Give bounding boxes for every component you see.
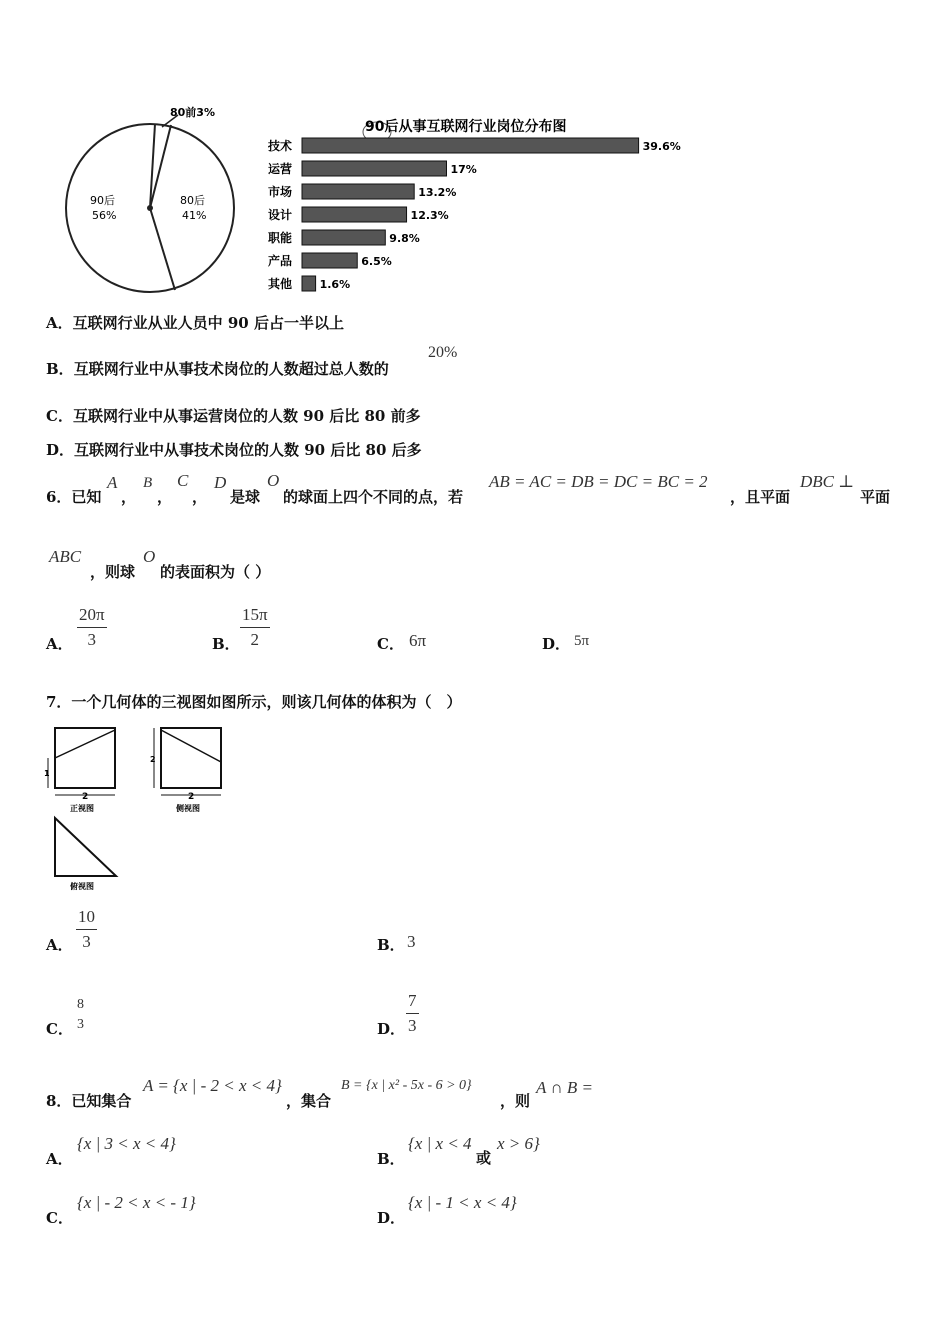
bar-value-label: 17% xyxy=(450,163,477,176)
q5-option-b-text: 互联网行业中从事技术岗位的人数超过总人数的 xyxy=(73,360,389,378)
bar-chart xyxy=(267,118,681,291)
q8-option-c-letter: C． xyxy=(46,1209,73,1227)
q6-option-b-numerator: 15π xyxy=(240,605,270,628)
q7-option-a-letter: A． xyxy=(46,936,73,954)
bar-category-label: 市场 xyxy=(268,185,293,199)
q8-option-b-value-2: x > 6} xyxy=(497,1134,540,1153)
q8-option-d-letter: D． xyxy=(377,1209,406,1227)
q8-option-a-letter: A． xyxy=(46,1150,73,1168)
q8-set-b: B = {x | x² - 5x - 6 > 0} xyxy=(341,1078,472,1093)
pie-center xyxy=(147,205,153,211)
q5-option-d xyxy=(46,439,422,460)
q7-option-b-letter: B． xyxy=(377,936,405,954)
q5-option-d-text: 互联网行业中从事技术岗位的人数 90 后比 80 后多 xyxy=(74,441,422,459)
pie-label-80pre: 80前3% xyxy=(170,106,215,119)
q8-option-b-letter: B． xyxy=(377,1150,405,1168)
bar-category-label: 职能 xyxy=(268,231,293,245)
bar xyxy=(302,138,639,153)
q8-option-b-value-1: {x | x < 4 xyxy=(408,1134,472,1153)
q6-point-c: C xyxy=(177,471,189,490)
q8-option-b-or: 或 xyxy=(476,1149,492,1167)
figure-q5 xyxy=(40,95,720,300)
q6-point-d: D xyxy=(214,473,227,492)
q7-option-c-denominator: 3 xyxy=(77,1017,84,1032)
pie-label-80: 80后 xyxy=(180,194,205,207)
q5-option-d-letter: D． xyxy=(46,441,75,459)
bar-category-label: 其他 xyxy=(268,277,293,291)
q6-text-3: ，且平面 xyxy=(730,488,791,506)
q6-option-c-value: 6π xyxy=(409,631,427,650)
q6-option-a-denominator: 3 xyxy=(87,630,97,649)
q8-text-3: ，则 xyxy=(500,1092,531,1110)
q5-option-c-text: 互联网行业中从事运营岗位的人数 90 后比 80 前多 xyxy=(72,407,421,425)
q5-option-b-letter: B． xyxy=(46,360,74,378)
chart-title: 90后从事互联网行业岗位分布图 xyxy=(365,119,567,135)
q7-stem: 7．一个几何体的三视图如图所示，则该几何体的体积为（ ） xyxy=(46,693,462,711)
pie-label-90: 90后 xyxy=(90,194,115,207)
side-view-dim-height: 2 xyxy=(150,755,156,764)
q6-option-d-letter: D． xyxy=(542,635,571,653)
bar-category-label: 技术 xyxy=(268,139,293,153)
q6-text-6: 的表面积为（ ） xyxy=(160,563,271,581)
bar-value-label: 39.6% xyxy=(642,140,681,153)
q5-option-a xyxy=(46,312,344,333)
q6-plane-1: DBC ⊥ xyxy=(800,472,855,491)
q6-option-b-letter: B． xyxy=(212,635,240,653)
q5-option-c-letter: C． xyxy=(46,407,73,425)
q7-option-b-value: 3 xyxy=(407,932,416,951)
q5-option-b-math: 20% xyxy=(428,344,458,361)
q6-option-a-letter: A． xyxy=(46,635,73,653)
q6-text-4: 平面 xyxy=(860,488,891,506)
q8-option-c-value: {x | - 2 < x < - 1} xyxy=(77,1193,196,1212)
q7-option-a-fraction xyxy=(76,907,97,952)
q6-option-b-fraction xyxy=(240,605,270,650)
q7-option-d-fraction xyxy=(406,991,419,1036)
q6-option-c-letter: C． xyxy=(377,635,404,653)
pie-pct-80: 41% xyxy=(182,209,207,222)
q7-option-c-fraction xyxy=(75,997,86,1033)
q6-point-o-2: O xyxy=(143,547,156,566)
bar-value-label: 12.3% xyxy=(410,209,449,222)
q7-option-a-denominator: 3 xyxy=(82,932,91,951)
top-view-triangle xyxy=(55,818,116,876)
q8-text-2: ，集合 xyxy=(286,1092,332,1110)
q6-sep-1: ， xyxy=(121,488,137,506)
q7-option-a-numerator: 10 xyxy=(76,907,97,930)
q5-option-a-letter: A． xyxy=(46,314,73,332)
bar-value-label: 1.6% xyxy=(319,278,351,291)
q6-option-d-value: 5π xyxy=(574,633,590,649)
q8-option-d-value: {x | - 1 < x < 4} xyxy=(408,1193,517,1212)
q5-option-a-text: 互联网行业从业人员中 90 后占一半以上 xyxy=(72,314,344,332)
q6-text-2: 的球面上四个不同的点，若 xyxy=(283,488,464,506)
bar-category-label: 运营 xyxy=(268,162,293,176)
side-view-label: 侧视图 xyxy=(176,804,200,813)
q6-point-b: B xyxy=(143,475,153,491)
side-view-diagonal xyxy=(161,730,221,762)
q8-set-a: A = {x | - 2 < x < 4} xyxy=(143,1076,282,1095)
q6-number: 6．已知 xyxy=(46,488,102,506)
bar xyxy=(302,253,357,268)
bar-value-label: 9.8% xyxy=(389,232,420,245)
bar-category-label: 产品 xyxy=(268,254,293,268)
q8-expression: A ∩ B = xyxy=(536,1078,593,1097)
q6-option-a-fraction xyxy=(77,605,107,650)
q6-sep-3: ， xyxy=(192,488,208,506)
q6-equation: AB = AC = DB = DC = BC = 2 xyxy=(489,472,708,491)
q8-text-1: 8．已知集合 xyxy=(46,1092,132,1110)
front-view-dim-1: 1 xyxy=(44,769,50,778)
q6-text-1: 是球 xyxy=(230,488,261,506)
front-view-diagonal xyxy=(55,730,115,758)
bar xyxy=(302,230,385,245)
bar xyxy=(302,207,407,222)
q7-option-d-denominator: 3 xyxy=(408,1016,417,1035)
front-view-dim-2: 2 xyxy=(82,792,89,802)
top-view-label: 俯视图 xyxy=(70,882,94,891)
q6-point-o: O xyxy=(267,471,280,490)
bar xyxy=(302,161,447,176)
front-view-square xyxy=(55,728,115,788)
three-view-figure xyxy=(40,722,240,897)
q7-option-d-letter: D． xyxy=(377,1020,406,1038)
side-view-dim-width: 2 xyxy=(188,792,195,802)
q7-option-d-numerator: 7 xyxy=(406,991,419,1014)
front-view-label: 正视图 xyxy=(70,804,94,813)
q6-sep-2: ， xyxy=(157,488,173,506)
bar-category-label: 设计 xyxy=(268,208,293,222)
q6-text-5: ，则球 xyxy=(90,563,136,581)
q8-option-a-value: {x | 3 < x < 4} xyxy=(77,1134,176,1153)
pie-pct-90: 56% xyxy=(92,209,117,222)
q7-option-c-letter: C． xyxy=(46,1020,73,1038)
q6-plane-2: ABC xyxy=(49,547,82,566)
q7-option-c-numerator: 8 xyxy=(77,997,84,1012)
bar xyxy=(302,276,316,291)
q5-option-b xyxy=(46,358,389,379)
q6-point-a: A xyxy=(107,473,118,492)
q6-option-b-denominator: 2 xyxy=(250,630,260,649)
bar-value-label: 6.5% xyxy=(361,255,392,268)
bar xyxy=(302,184,414,199)
pie-chart xyxy=(66,105,234,292)
q5-option-c xyxy=(46,405,421,426)
bar-value-label: 13.2% xyxy=(418,186,457,199)
q6-option-a-numerator: 20π xyxy=(77,605,107,628)
